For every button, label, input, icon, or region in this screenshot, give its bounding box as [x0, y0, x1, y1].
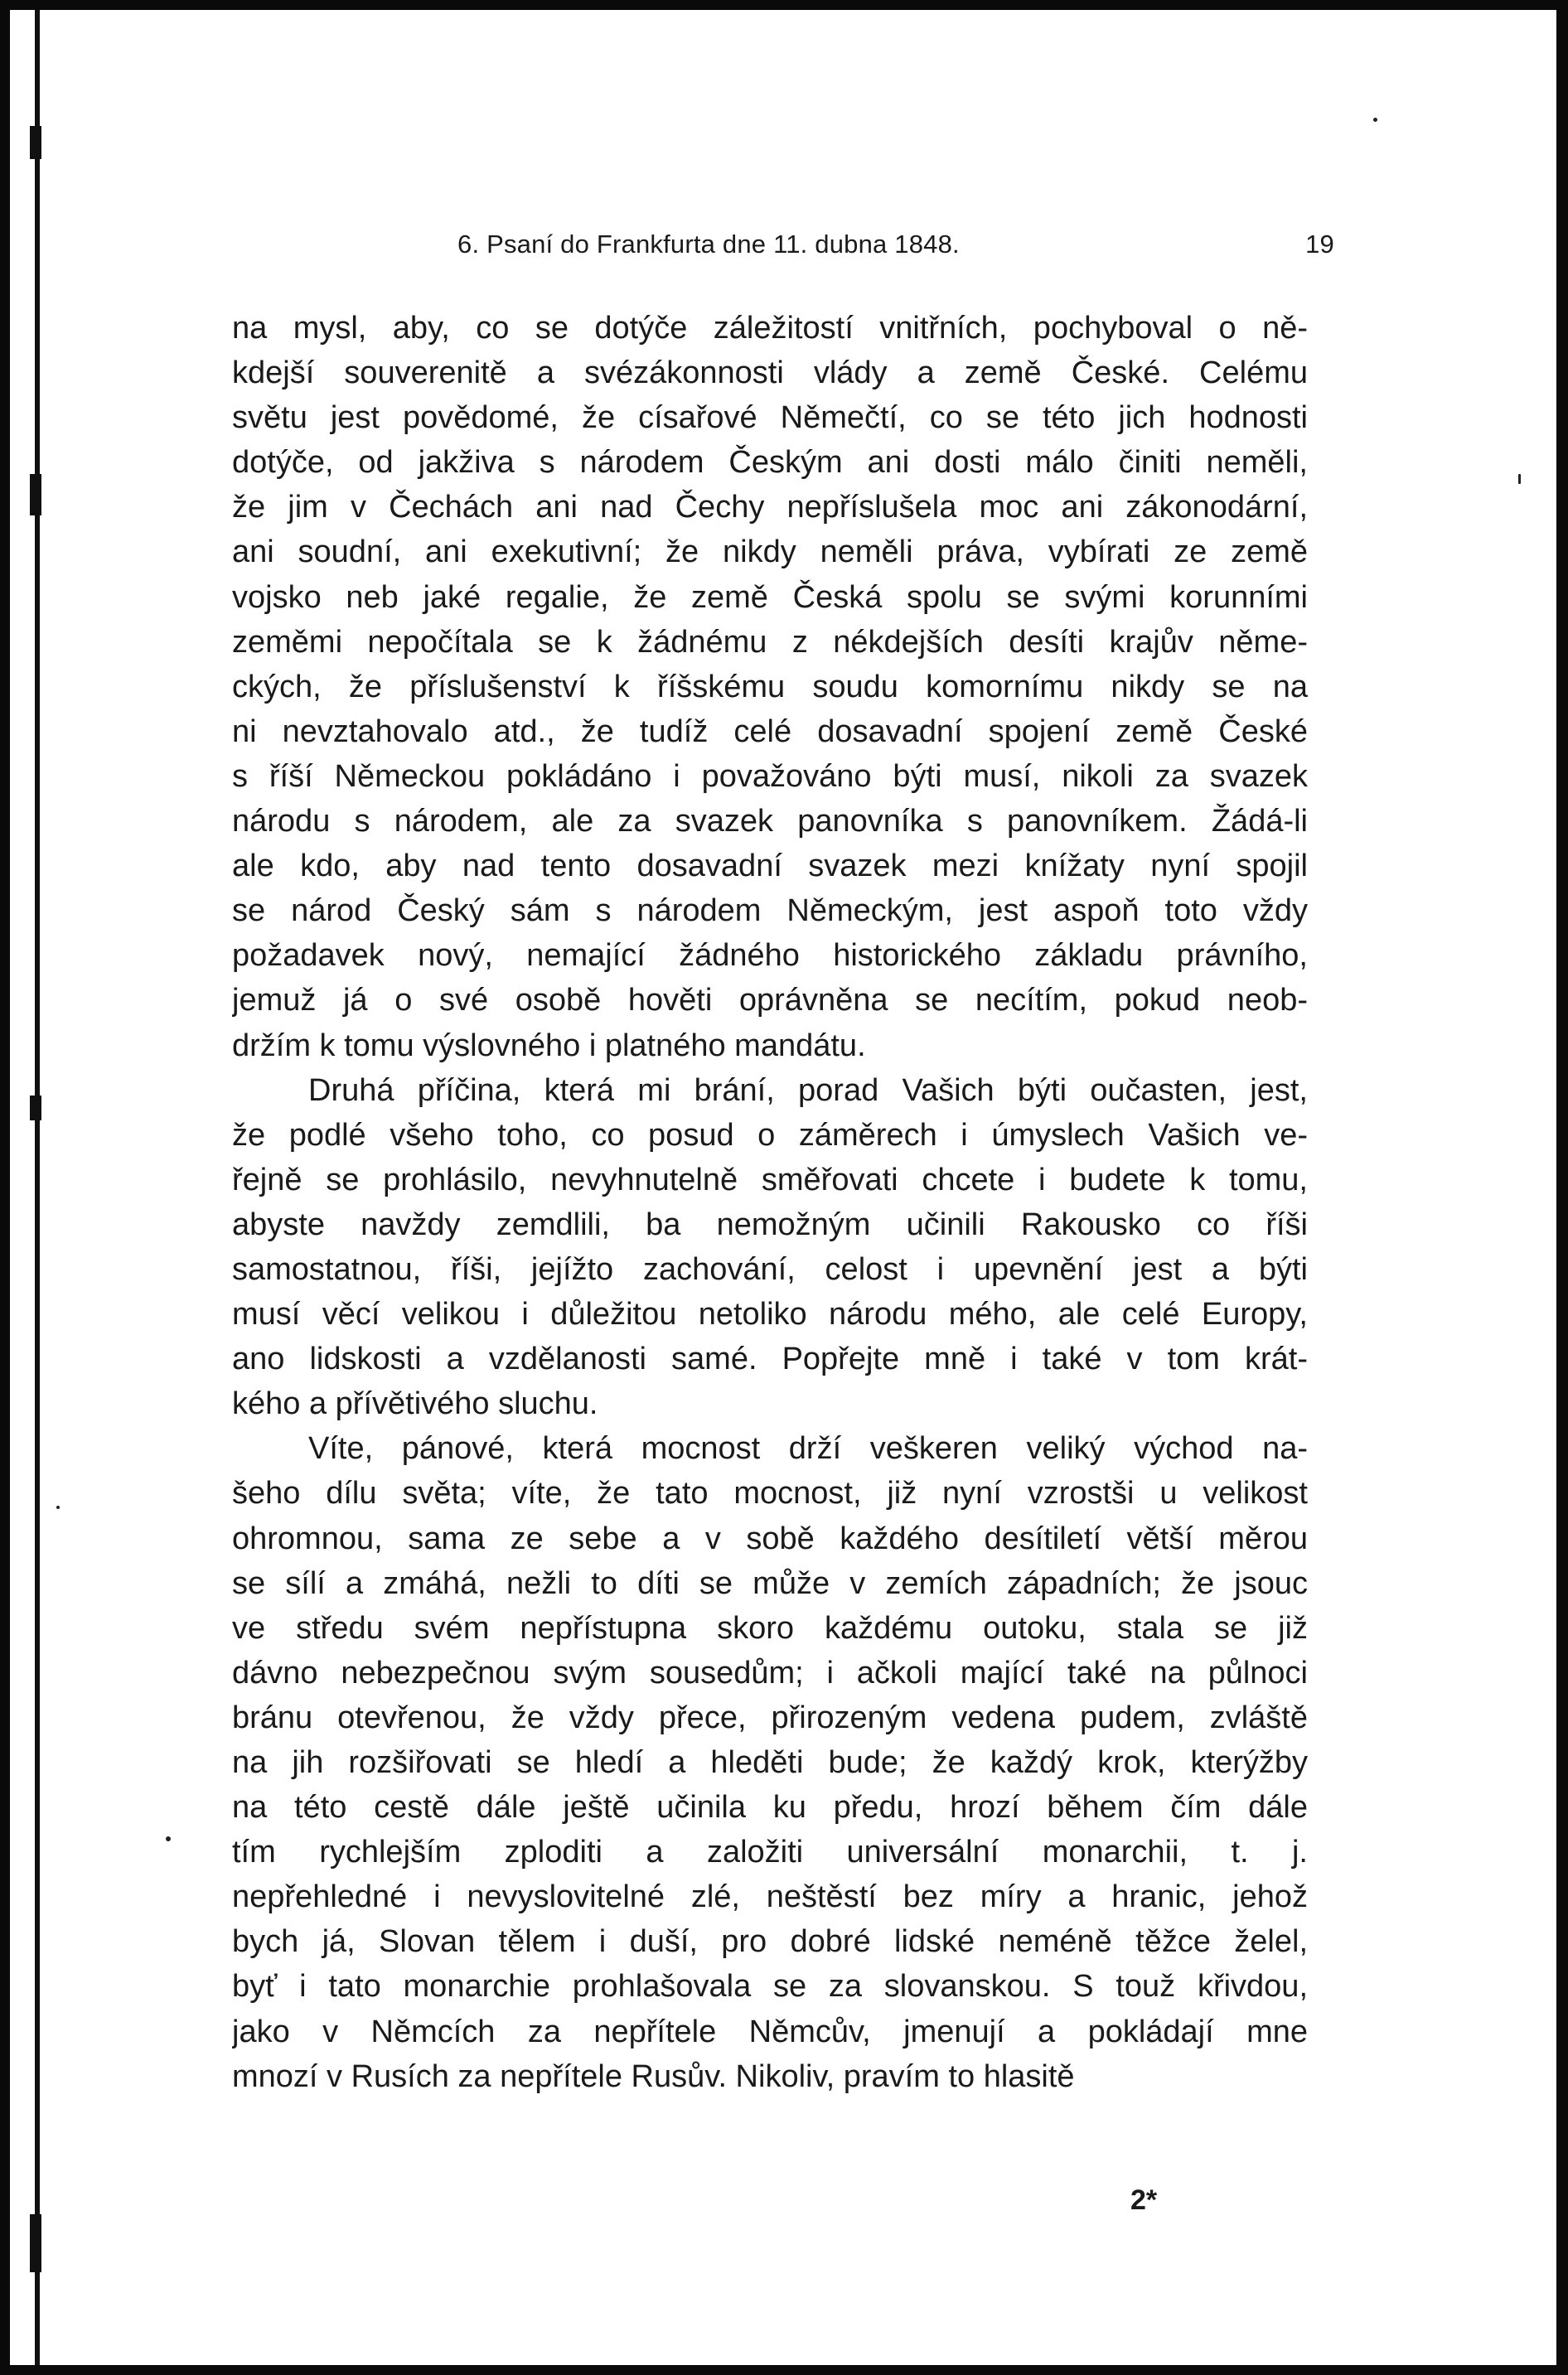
text-line: se národ Český sám s národem Německým, jest aspoň toto vždy: [232, 893, 1308, 929]
text-line: na této cestě dále ještě učinila ku předu, hrozí během čím dále: [232, 1790, 1308, 1826]
text-line: řejně se prohlásilo, nevyhnutelně směřovati chcete i budete k tomu,: [232, 1162, 1308, 1197]
binding-edge: [35, 10, 40, 2365]
text-line: bych já, Slovan tělem i duší, pro dobré lidské neméně těžce želel,: [232, 1924, 1308, 1960]
text-line: ani soudní, ani exekutivní; že nikdy neměli práva, vybírati ze země: [232, 534, 1308, 570]
signature-mark: 2*: [1130, 2184, 1158, 2216]
text-line: národu s národem, ale za svazek panovníka s panovníkem. Žádá-li: [232, 804, 1308, 839]
text-line: ano lidskosti a vzdělanosti samé. Popřejte mně i také v tom krát-: [232, 1342, 1308, 1377]
text-line: tím rychlejším zploditi a založiti universální monarchii, t. j.: [232, 1835, 1308, 1870]
binding-mark: [30, 126, 41, 159]
text-line: mnozí v Rusích za nepřítele Rusův. Nikoliv, pravím to hlasitě: [232, 2058, 1075, 2094]
binding-mark: [30, 2214, 41, 2272]
text-line: ni nevztahovalo atd., že tudíž celé dosavadní spojení země České: [232, 713, 1308, 749]
dust-speck: [1518, 474, 1521, 484]
binding-mark: [30, 1096, 41, 1120]
text-line: kého a přívětivého sluchu.: [232, 1386, 598, 1422]
text-line: samostatnou, říši, jejížto zachování, celost i upevnění jest a býti: [232, 1251, 1308, 1287]
text-line: na mysl, aby, co se dotýče záležitostí vnitřních, pochyboval o ně-: [232, 311, 1308, 346]
text-line: ale kdo, aby nad tento dosavadní svazek mezi knížaty nyní spojil: [232, 849, 1308, 884]
text-line: ckých, že příslušenství k říšskému soudu komornímu nikdy se na: [232, 669, 1308, 704]
dust-speck: [1373, 118, 1377, 122]
text-line: že jim v Čechách ani nad Čechy nepříslušela moc ani zákonodární,: [232, 490, 1308, 525]
text-line: zeměmi nepočítala se k žádnému z nékdejších desíti krajův něme-: [232, 624, 1308, 660]
text-line: dotýče, od jakživa s národem Českým ani dosti málo činiti neměli,: [232, 445, 1308, 481]
text-line: bránu otevřenou, že vždy přece, přirozeným vedena pudem, zvláště: [232, 1700, 1308, 1735]
text-line: ohromnou, sama ze sebe a v sobě každého desítiletí větší měrou: [232, 1521, 1308, 1556]
dust-speck: [166, 1836, 171, 1841]
text-line: kdejší souverenitě a svézákonnosti vlády a země České. Celému: [232, 356, 1308, 391]
text-line: abyste navždy zemdlili, ba nemožným učinili Rakousko co říši: [232, 1207, 1308, 1242]
text-line: s říší Německou pokládáno i považováno býti musí, nikoli za svazek: [232, 758, 1308, 794]
text-line: vojsko neb jaké regalie, že země Česká spolu se svými korunními: [232, 579, 1308, 615]
text-line: Druhá příčina, která mi brání, porad Vašich býti oučasten, jest,: [308, 1072, 1308, 1108]
text-line: musí věcí velikou i důležitou netoliko národu mého, ale celé Europy,: [232, 1297, 1308, 1333]
binding-mark: [30, 474, 41, 515]
text-line: držím k tomu výslovného i platného mandátu.: [232, 1028, 866, 1063]
text-line: požadavek nový, nemající žádného historického základu právního,: [232, 938, 1308, 974]
text-line: světu jest povědomé, že císařové Němečtí, co se této jich hodnosti: [232, 400, 1308, 436]
text-line: jako v Němcích za nepřítele Němcův, jmenují a pokládají mne: [232, 2014, 1308, 2049]
dust-speck: [56, 1506, 60, 1509]
text-line: Víte, pánové, která mocnost drží veškeren veliký východ na-: [308, 1431, 1308, 1467]
page-number: 19: [1305, 230, 1334, 259]
text-line: že podlé všeho toho, co posud o záměrech i úmyslech Vašich ve-: [232, 1117, 1308, 1153]
text-line: nepřehledné i nevyslovitelné zlé, neštěstí bez míry a hranic, jehož: [232, 1879, 1308, 1915]
text-line: se sílí a zmáhá, nežli to díti se může v zemích západních; že jsouc: [232, 1565, 1308, 1601]
text-line: dávno nebezpečnou svým sousedům; i ačkoli mající také na půlnoci: [232, 1655, 1308, 1691]
book-page: [10, 10, 1556, 2365]
text-line: byť i tato monarchie prohlašovala se za slovanskou. S touž křivdou,: [232, 1969, 1308, 2005]
text-line: šeho dílu světa; víte, že tato mocnost, již nyní vzrostši u velikost: [232, 1476, 1308, 1512]
text-line: ve středu svém nepřístupna skoro každému outoku, stala se již: [232, 1610, 1308, 1646]
text-line: na jih rozšiřovati se hledí a hleděti bude; že každý krok, kterýžby: [232, 1745, 1308, 1780]
text-line: jemuž já o své osobě hověti oprávněna se necítím, pokud neob-: [232, 983, 1308, 1018]
body-text: [232, 306, 1308, 2099]
header-title: 6. Psaní do Frankfurta dne 11. dubna 1848.: [457, 230, 960, 259]
